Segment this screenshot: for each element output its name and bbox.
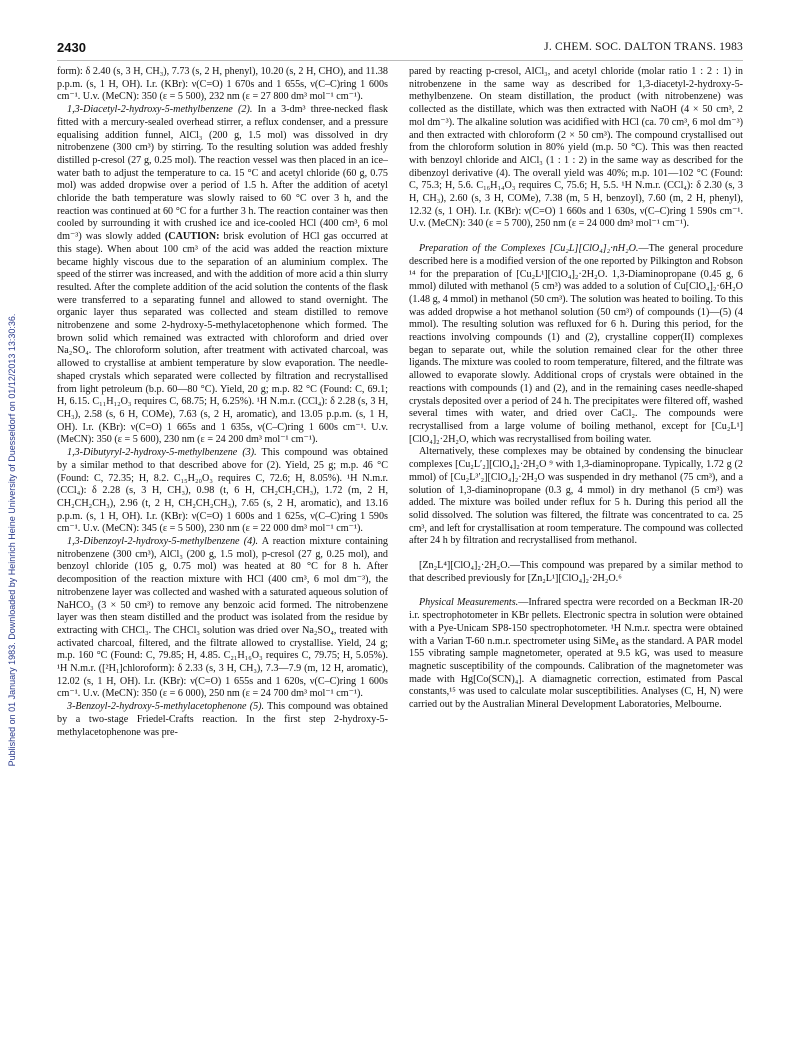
- journal-running-head: J. CHEM. SOC. DALTON TRANS. 1983: [544, 41, 743, 53]
- caution-label: (CAUTION:: [164, 231, 220, 243]
- paragraph-compound-5-continued: pared by reacting p-cresol, AlCl₃, and acetyl chloride (molar ratio 1 : 2 : 1) in nitrobenzene in the same way as described for 1,3-diacetyl-2-hydroxy-5-methylbenzene. On steam distillation, the product (with nitrobenzene) was collected as the distillate, which was then extracted with NaOH (4 × 50 cm³, 2 mol dm⁻³). The alkaline solution was acidified with HCl (ca. 70 cm³, 6 mol dm⁻³) and then extracted with chloroform (2 × 50 cm³). The compound crystallised out from the chloroform solution in 80% yield (m.p. 50 °C). This was then reacted with benzoyl chloride and AlCl₃ (1 : 1 : 2) in the same way as described for the dibenzoyl derivative (4). The overall yield was 40%; m.p. 101—102 °C (Found: C, 75.3; H, 5.6. C₁₆H₁₄O₃ requires C, 75.6; H, 5.5. ¹H N.m.r. (CCl₄): δ 2.30 (s, 3 H, CH₃), 2.60 (s, 3 H, COMe), 7.38 (m, 5 H, benzoyl), 7.60 (m, 2 H, phenyl), 12.32 (s, 1 OH). I.r. (KBr): ν(C=O) 1 660s and 1 630s, ν(C–C)ring 1 590s cm⁻¹. U.v. (MeCN): 340 (ε = 5 700), 250 nm (ε = 24 000 dm³ mol⁻¹ cm⁻¹).: [409, 66, 743, 230]
- paragraph-compound-3: [57, 447, 388, 536]
- paragraph-zinc-complex: [Zn₂L⁴][ClO₄]₂·2H₂O.—This compound was prepared by a similar method to that described previously for [Zn₂L¹][ClO₄]₂·2H₂O.⁶: [409, 560, 743, 584]
- physical-measurements-title: Physical Measurements.: [419, 597, 519, 609]
- publication-note-text: Published on 01 January 1983. Downloaded by Heinrich Heine University of Duesseldorf on 01/12/2013 13:30:36.: [7, 313, 17, 767]
- page-header: [57, 38, 743, 61]
- paragraph-compound-2: [57, 104, 388, 447]
- page-number: 2430: [57, 40, 86, 55]
- compound-2-text-a: In a 3-dm³ three-necked flask fitted with a mercury-sealed overhead stirrer, a reflux condenser, and a pressure equalising addition funnel, AlCl₃ (200 g, 1.5 mol) was dissolved in dry nitrobenzene (300 cm³) by stirring. To the resulting solution was added freshly distilled p-cresol (27 g, 0.25 mol). The reaction vessel was then placed in an ice–water bath to adjust the temperature to ca. 15 °C and acetyl chloride (60 g, 0.75 mol) was added dropwise over a period of 1.5 h. After the addition of acetyl chloride the bath temperature was slowly raised to 60 °C over 3 h, and the reaction was continued at 60 °C for a further 3 h. The reaction container was then cooled by surrounding it with crushed ice and ice-cooled HCl (400 cm³, 6 mol dm⁻³) was slowly added: [57, 104, 388, 243]
- compound-2-title: 1,3-Diacetyl-2-hydroxy-5-methylbenzene (2).: [67, 104, 253, 116]
- compound-4-title: 1,3-Dibenzoyl-2-hydroxy-5-methylbenzene (4).: [67, 536, 259, 548]
- paragraph-physical-measurements: [409, 597, 743, 711]
- paragraph-compound-5: [57, 701, 388, 739]
- preparation-title: Preparation of the Complexes [Cu₂L][ClO₄]₂·nH₂O.: [419, 243, 639, 255]
- compound-5-text: This compound was obtained by a two-stage Friedel-Crafts reaction. In the first step 2-hydroxy-5-methylacetophenone was pre-: [57, 701, 388, 738]
- right-column: [409, 66, 743, 712]
- compound-4-text: A reaction mixture containing nitrobenzene (300 cm³), AlCl₃ (200 g, 1.5 mol), p-cresol (27 g, 0.25 mol), and benzoyl chloride (105 g, 0.75 mol) was heated at 80 °C for 8 h. After decomposition of the reaction mixture with HCl (400 cm³, 6 mol dm⁻³), the nitrobenzene layer was collected and washed with a saturated aqueous solution of NaHCO₃ (3 × 50 cm³) to remove any benzoic acid formed. The nitrobenzene layer was then steam distilled and the product was isolated from the residue by extracting with CHCl₃. The CHCl₃ solution was dried over Na₂SO₄, treated with activated charcoal, filtered, and the filtrate allowed to crystallise. Yield, 24 g; m.p. 160 °C (Found: C, 79.85; H, 4.85. C₂₁H₁₆O₃ requires C, 79.75; H, 5.05%). ¹H N.m.r. ([²H₁]chloroform): δ 2.33 (s, 3 H, CH₃), 7.3—7.9 (m, 12 H, aromatic), 12.02 (s, 1 H, OH). I.r. (KBr): ν(C=O) 1 655s and 1 620s, ν(C–C)ring 1 600s cm⁻¹. U.v. (MeCN): 350 (ε = 6 000), 250 nm (ε = 24 700 dm³ mol⁻¹ cm⁻¹).: [57, 536, 388, 700]
- paragraph-spectral-data: form): δ 2.40 (s, 3 H, CH₃), 7.73 (s, 2 H, phenyl), 10.20 (s, 2 H, CHO), and 11.38 p.p.m. (s, 1 H, OH). I.r. (KBr): ν(C=O) 1 670s and 1 655s, ν(C–C)ring 1 600s cm⁻¹. U.v. (MeCN): 350 (ε = 5 500), 232 nm (ε = 27 800 dm³ mol⁻¹ cm⁻¹).: [57, 66, 388, 103]
- preparation-text: —The general procedure described here is a modified version of the one reported by Pilkington and Robson ¹⁴ for the preparation of [Cu₂L¹][ClO₄]₂·2H₂O. 1,3-Diaminopropane (0.45 g, 6 mmol) diluted with methanol (5 cm³) was added to a solution of Cu[ClO₄]₂·6H₂O (1.48 g, 4 mmol) in methanol (50 cm³). The solution was heated to boiling. To this was added dropwise a hot methanol solution (50 cm³) of compounds (1)—(5) (4 mmol). The resulting solution was refluxed for 6 h. During this period, for the reactions involving compounds (1) and (2), crystalline copper(II) complexes began to separate out, while the solution remained clear for the other three ligands. The mixture was cooled to room temperature, filtered, and the filtrate was allowed to evaporate slowly. Additional crops of crystals were obtained in the reactions with compounds (1) and (2), and in the remaining cases needle-shaped crystals deposited over a period of 24 h. The precipitates were filtered off, washed several times with water, and dried over CaCl₂. The compounds were recrystallised from a large volume of boiling methanol, except for [Cu₂L¹][ClO₄]₂·2H₂O, which was recrystallised from boiling water.: [409, 243, 743, 445]
- compound-3-title: 1,3-Dibutyryl-2-hydroxy-5-methylbenzene (3).: [67, 447, 257, 459]
- compound-2-text-b: brisk evolution of HCl gas occurred at this stage). When about 100 cm³ of the acid was added the reaction mixture became highly viscous due to the separation of an aluminium complex. The speed of the stirrer was increased, and with the addition of more acid a thin slurry resulted. After the complete addition of the acid solution the contents of the flask were transferred to a separating funnel and allowed to stand overnight. The organic layer thus separated was collected and steam distilled to remove nitrobenzene and some 2-hydroxy-5-methylacetophenone which formed. The brown solid which remained was extracted with chloroform and dried over Na₂SO₄. The chloroform solution, after treatment with activated charcoal, was allowed to crystallise at ambient temperature by slow evaporation. The needle-shaped crystals which separated were collected by filtration and recrystallised from light petroleum (b.p. 60—80 °C). Yield, 20 g; m.p. 82 °C (Found: C, 69.1; H, 6.15. C₁₁H₁₂O₃ requires C, 68.75; H, 6.25%). ¹H N.m.r. (CCl₄): δ 2.28 (s, 3 H, CH₃), 2.58 (s, 6 H, COMe), 7.63 (s, 2 H, aromatic), and 13.05 p.p.m. (s, 1 H, OH). I.r. (KBr): ν(C=O) 1 665s and 1 635s, ν(C–C)ring 1 600s cm⁻¹. U.v. (MeCN): 350 (ε = 5 600), 230 nm (ε = 24 200 dm³ mol⁻¹ cm⁻¹).: [57, 231, 388, 446]
- publication-sidebar-note: [0, 140, 24, 940]
- paragraph-compound-4: [57, 536, 388, 701]
- left-column: [57, 66, 388, 739]
- physical-measurements-text: —Infrared spectra were recorded on a Beckman IR-20 i.r. spectrophotometer in KBr pellets. Electronic spectra in solution were obtained with a Pye-Unicam SP8-150 spectrophotometer. ¹H N.m.r. spectra were obtained with a Varian T-60 n.m.r. spectrometer using SiMe₄ as the standard. A PAR model 155 vibrating sample magnetometer, operated at 9.5 kG, was used to measure magnetic susceptibility of the compounds. Calibration of the magnetometer was made with Hg[Co(SCN)₄]. A diamagnetic correction, estimated from Pascal constants,¹⁵ was used to calculate molar susceptibilities. Analyses (C, H, N) were carried out by the Australian Mineral Development Laboratories, Melbourne.: [409, 597, 743, 711]
- compound-3-text: This compound was obtained by a similar method to that described above for (2). Yield, 25 g; m.p. 46 °C (Found: C, 72.35; H, 8.2. C₁₅H₂₀O₃ requires C, 72.6; H, 8.05%). ¹H N.m.r. (CCl₄): δ 2.28 (s, 3 H, CH₃), 0.98 (t, 6 H, CH₂CH₂CH₃), 1.72 (m, 2 H, CH₂CH₂CH₃), 2.96 (t, 2 H, CH₂CH₂CH₃), 7.65 (s, 2 H, aromatic), and 13.16 p.p.m. (s, 1 H, OH). I.r. (KBr): ν(C=O) 1 600s and 1 625s, ν(C–C)ring 1 590s cm⁻¹. U.v. (MeCN): 345 (ε = 5 500), 230 nm (ε = 22 000 dm³ mol⁻¹ cm⁻¹).: [57, 447, 388, 535]
- paragraph-alternative-method: Alternatively, these complexes may be obtained by condensing the binuclear complexes [Cu₂L′₂][ClO₄]₂·2H₂O ⁹ with 1,3-diaminopropane. Typically, 1.72 g (2 mmol) of [Cu₂L³′₂][ClO₄]₂·2H₂O was suspended in dry methanol (75 cm³), and a solution of 1,3-diaminopropane (0.3 g, 4 mmol) in dry methanol (5 cm³) was added. The mixture was boiled under reflux for 5 h. During this period all the solid dissolved. The solution was filtered, the filtrate was concentrated to ca. 25 cm³, and left for crystallisation at room temperature. The compound was collected after 24 h by filtration and recrystallised from methanol.: [409, 446, 743, 547]
- compound-5-title: 3-Benzoyl-2-hydroxy-5-methylacetophenone (5).: [67, 701, 265, 713]
- paragraph-preparation-complexes: [409, 243, 743, 446]
